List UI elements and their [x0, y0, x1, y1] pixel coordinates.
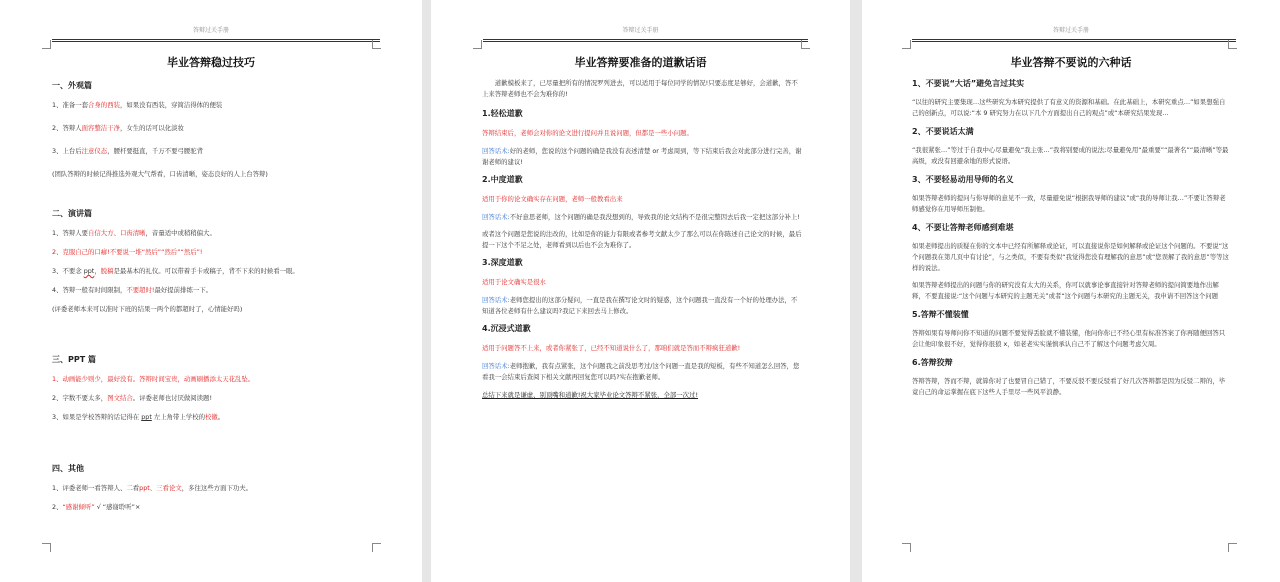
answer-paragraph: 或者这个问题是您说的注改的，比如是你的能力有限或者参考文献太少了那么可以在你陈述自己论文的时候，最后提一下这个不足之处，老师看到以后也不会为难你了。 [482, 230, 802, 249]
margin-corner-top-left [902, 40, 911, 49]
section-heading: 3.深度道歉 [482, 258, 523, 267]
section-heading: 2、不要说话太满 [912, 127, 974, 136]
body-paragraph: 如果老师提出的质疑在你的文本中已经有所解释或论证，可以直接说你是如何解释或论证这个问题的。不要说“这个问题我在第几页中有讨论”，与之类似，不要有类似“我觉得您没有理解我的意思”或“您误解了我的意思”等等这样的说法。 [912, 242, 1229, 272]
section-heading: 一、外观篇 [52, 81, 92, 90]
body-paragraph: “以往的研究主要集现…这些研究为本研究提供了有意义的资源和基础。在此基础上，本研究重点…”如果想强自己的创新点，可以说:“本 9 研究努力在以下几个方面提出自己的观点”或“本研究结果发现… [912, 98, 1226, 117]
header-rule [483, 39, 808, 42]
section-heading: 4.沉浸式道歉 [482, 324, 531, 333]
section-heading: 1、不要说“大话”避免言过其实 [912, 79, 1025, 88]
page-header: 答辩过关手册 [622, 27, 659, 34]
margin-corner-top-right [372, 40, 381, 49]
page-header: 答辩过关手册 [1052, 27, 1089, 34]
document-body [912, 78, 1230, 398]
document-page-3 [862, 0, 1280, 582]
list-item: 3、如果是学校答辩的话记得在 ppt 左上角带上学校的校徽。 [52, 413, 225, 421]
document-page-2 [431, 0, 850, 582]
list-item: 1、答辩人要自信大方、口齿清晰，音量适中或稍稍偏大。 [52, 229, 216, 237]
margin-corner-top-right [801, 40, 810, 49]
section-heading: 四、其他 [52, 464, 84, 473]
section-heading: 三、PPT 篇 [52, 355, 96, 364]
scenario-text: 答辩结束后，老师会对你的论文进行提问并且说问题，但都是一些小问题。 [482, 129, 693, 137]
scenario-text: 适用于你的论文确实存在问题，老师一般教看出来 [482, 195, 623, 203]
note-text: (团队答辩的时候记得推选外观大气帮看，口齿清晰，姿态良好的人上台答辩) [52, 170, 268, 178]
intro-paragraph: 道歉模板来了，已尽量把所有的情况罗列进去，可以适用于每位同学的情况!只要态度足够好，会道歉，答不上来答辩老师也不会为难你的! [482, 79, 798, 98]
scenario-text: 适用于论文确实是很水 [482, 278, 546, 286]
document-page-1 [0, 0, 422, 582]
page-title: 毕业答辩要准备的道歉话语 [574, 56, 707, 69]
section-other [52, 463, 382, 513]
list-item: 4、答辩一般有时间限制，不要超时!最好提前排练一下。 [52, 286, 213, 294]
section-heading: 5.答辩不懂装懂 [912, 310, 969, 319]
body-paragraph: 如果答辩老师的提问与你导师的意见不一致，尽量避免说“根据我导师的建议”或“我的导师让我…”不要让答辩老师感觉你在用导师压制他。 [912, 194, 1226, 213]
page-title: 毕业答辩不要说的六种话 [1010, 56, 1132, 69]
body-paragraph: 答辩如果有导师问你不知道的问题不要觉得丢脸就不懂装懂，他问你你已不经心里有标准答案了你再随便回答只会让他印象很不好，觉得你很狼 x，如老老实实谨慎承认自己不了解这个问题考虑欠周。 [912, 329, 1226, 348]
answer-paragraph: 回答话术:老师抱歉，我有点紧张，这个问题我之前没思考过/这个问题一直是我的短板，有些不知道怎么回答，您看我一会结束后查阅下相关文献再回复您可以吗?实在抱歉老师。 [482, 362, 800, 381]
section-ppt [52, 354, 382, 423]
list-item: 2、克服自己的口癖!不要说一堆“然后”“然后”“然后”! [52, 248, 203, 256]
note-text: (评委老师本来可以准时下班的结果一两个的都超时了，心情能好吗) [52, 305, 243, 313]
margin-corner-bottom-left [42, 543, 51, 552]
section-heading: 1.轻松道歉 [482, 109, 523, 118]
list-item: 2、字数不要太多，图文结合。评委老师也讨厌做阅读题! [52, 394, 213, 402]
summary-text: 总结下来就是谦虚、别顶嘴和道歉!祝大家毕业论文答辩不紧张，全部一次过! [482, 391, 699, 399]
answer-paragraph: 回答话术:不好意思老师，这个问题的确是我没想到的，导致我的论文结构不是很完整因去后我一定把这部分补上! [482, 213, 800, 221]
body-paragraph: “我很紧张…”等过于自我中心尽量避免“我主张…”我将别要成的说法;尽量避免用“最重要”“最著名”“最清晰”等最高级，或没有回避余地的形式说语。 [912, 146, 1229, 165]
margin-corner-bottom-right [372, 543, 381, 552]
list-item: 1、准备一套合身的西装，如果没有西装，穿简洁得体的便装 [52, 101, 223, 109]
margin-corner-top-left [473, 40, 482, 49]
page-title: 毕业答辩稳过技巧 [167, 56, 255, 69]
answer-paragraph: 回答话术:好的老师，您说的这个问题的确是我没有表述清楚 or 考虑周到，等下结束后我会对此部分进行完善，谢谢老师的建议! [482, 147, 802, 166]
section-heading: 3、不要轻易动用导师的名义 [912, 175, 1014, 184]
list-item: 2、“感谢倾听” √ “感谢聆听”× [52, 503, 141, 511]
list-item: 3、不要念 ppt，脱稿是最基本的礼仪。可以带着手卡或稿子，背不下来的时候看一眼。 [52, 267, 299, 275]
section-appearance [52, 80, 382, 180]
section-heading: 6.答辩狡辩 [912, 358, 953, 367]
section-heading: 4、不要让答辩老师感到难堪 [912, 223, 1014, 232]
list-item: 1、评委老师一看答辩人、二看ppt、三看论文，多往这些方面下功夫。 [52, 484, 253, 492]
header-rule [52, 39, 380, 42]
section-heading: 二、演讲篇 [52, 209, 92, 218]
header-rule [912, 39, 1236, 42]
margin-corner-bottom-right [1228, 543, 1237, 552]
answer-paragraph: 回答话术:老师您提出的这部分疑问，一直是我在撰写论文时的疑惑，这个问题我一直没有一个好的处理办法，不知道各位老师有什么建议吗?我记下来回去马上修改。 [482, 296, 798, 315]
scenario-text: 适用于问题答不上来，或者你紧张了，已经不知道说什么了，那咱们就是答而不辩疯狂道歉! [482, 344, 741, 352]
section-speech [52, 208, 382, 315]
page-header: 答辩过关手册 [192, 27, 229, 34]
margin-corner-top-right [1228, 40, 1237, 49]
list-item: 3、上台后注意仪态，腰杆要挺直，千万不要弓腰驼背 [52, 147, 204, 155]
margin-corner-top-left [42, 40, 51, 49]
list-item: 2、答辩人面容整洁干净，女生的话可以化淡妆 [52, 124, 184, 132]
body-paragraph: 答辩答辩，答而不辩，就算你对了也要冒自己错了，不要反驳不要反驳看了好几次答辩都是因为反驳二辩的，毕竟自己的命运掌握在底下这些人手里尽一些风平浪静。 [912, 377, 1226, 396]
margin-corner-bottom-left [902, 543, 911, 552]
list-item: 1、动画能少则少，最好没有。答辩时间宝贵，动画刷播添太天花乱坠。 [52, 375, 255, 383]
body-paragraph: 如果答辩老师提出的问题与你的研究没有太大的关系，你可以就事论事直接针对答辩老师的提问简要地作出解释，不要直接说:“这个问题与本研究的主题无关”或者“这个问题与本研究的主题无关，我申请不回答这个问题 [912, 281, 1219, 300]
section-heading: 2.中度道歉 [482, 175, 523, 184]
document-body [482, 78, 802, 401]
